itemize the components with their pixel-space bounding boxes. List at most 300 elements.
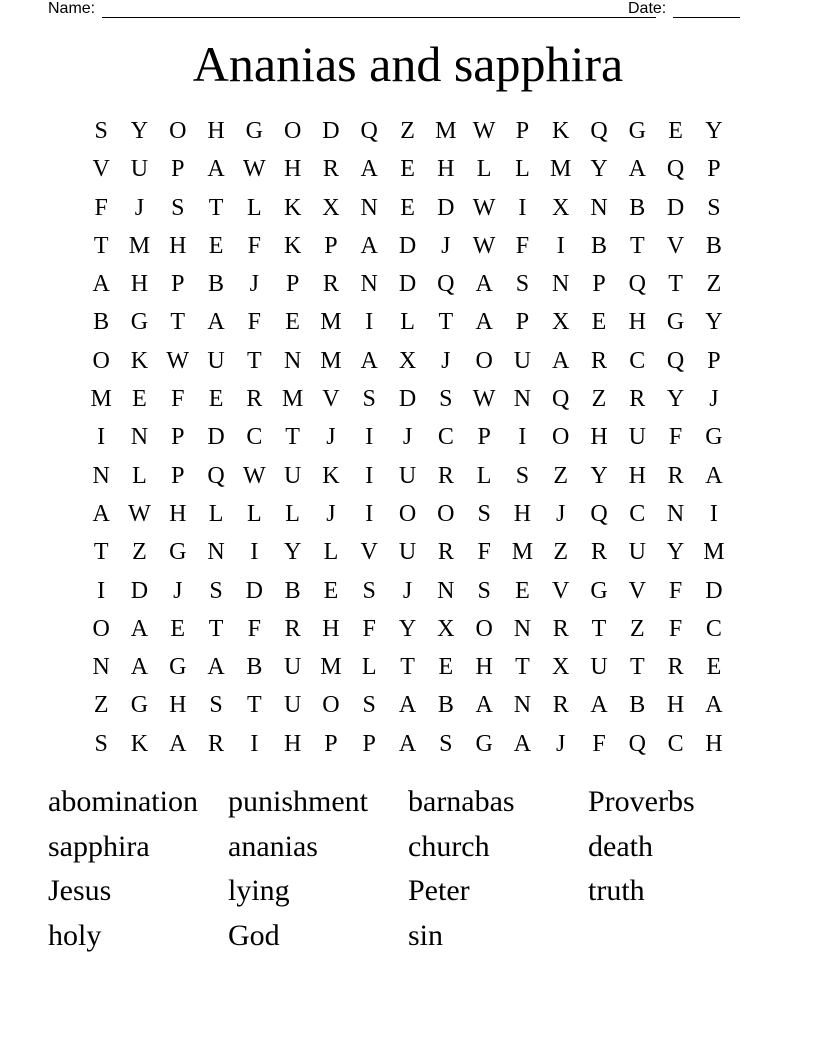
grid-letter[interactable]: R — [322, 271, 339, 298]
date-field[interactable] — [673, 17, 740, 18]
grid-letter[interactable]: O — [322, 692, 340, 719]
grid-letter[interactable]: C — [629, 347, 646, 374]
grid-letter[interactable]: Z — [400, 118, 415, 144]
grid-letter[interactable]: I — [250, 730, 259, 757]
grid-letter[interactable]: T — [400, 654, 415, 681]
grid-letter[interactable]: W — [472, 386, 496, 413]
grid-letter[interactable]: B — [591, 232, 608, 259]
grid-letter[interactable]: P — [324, 730, 338, 757]
word-bank-item: Jesus — [48, 874, 112, 907]
grid-letter[interactable]: V — [552, 577, 570, 604]
grid-letter[interactable]: P — [285, 271, 300, 298]
grid-letter[interactable]: R — [322, 156, 339, 183]
grid-letter[interactable]: X — [437, 615, 455, 642]
grid-letter[interactable]: N — [590, 194, 608, 221]
grid-letter[interactable]: T — [515, 654, 530, 681]
grid-letter[interactable]: Q — [628, 730, 646, 757]
grid-letter[interactable]: G — [169, 654, 187, 681]
grid-letter[interactable]: Z — [93, 692, 109, 719]
grid-letter[interactable]: L — [476, 462, 492, 489]
grid-letter[interactable]: F — [247, 615, 262, 642]
grid-letter[interactable]: A — [398, 692, 417, 719]
grid-letter[interactable]: L — [208, 500, 224, 527]
grid-letter[interactable]: L — [476, 156, 492, 183]
grid-letter[interactable]: E — [208, 232, 224, 259]
grid-letter[interactable]: M — [435, 118, 457, 144]
grid-letter[interactable]: E — [400, 156, 415, 183]
grid-letter[interactable]: G — [245, 118, 263, 144]
grid-letter[interactable]: D — [398, 232, 417, 259]
grid-letter[interactable]: R — [284, 615, 301, 642]
grid-letter[interactable]: Z — [706, 271, 722, 298]
name-field[interactable] — [102, 17, 656, 18]
grid-letter[interactable]: G — [130, 309, 149, 336]
grid-letter[interactable]: S — [362, 386, 376, 413]
grid-letter[interactable]: P — [362, 730, 376, 757]
grid-letter[interactable]: S — [707, 194, 721, 221]
grid-letter[interactable]: Q — [628, 271, 646, 298]
grid-letter[interactable]: F — [668, 424, 683, 451]
grid-letter[interactable]: V — [360, 539, 378, 566]
grid-letter[interactable]: M — [550, 156, 572, 183]
grid-letter[interactable]: Y — [283, 539, 302, 566]
grid-letter[interactable]: N — [666, 500, 685, 527]
grid-letter[interactable]: X — [322, 194, 340, 221]
grid-letter[interactable]: M — [320, 347, 342, 374]
grid-letter[interactable]: F — [515, 232, 530, 259]
grid-letter[interactable]: H — [628, 462, 646, 489]
grid-letter[interactable]: J — [173, 577, 183, 604]
grid-letter[interactable]: P — [171, 462, 185, 489]
grid-letter[interactable]: K — [283, 194, 302, 221]
grid-letter[interactable]: S — [477, 577, 491, 604]
grid-letter[interactable]: N — [552, 271, 570, 298]
grid-letter[interactable]: K — [322, 462, 340, 489]
grid-letter[interactable]: M — [511, 539, 534, 566]
grid-letter[interactable]: U — [398, 539, 417, 566]
grid-letter[interactable]: W — [472, 118, 496, 144]
grid-letter[interactable]: T — [208, 194, 224, 221]
grid-letter[interactable]: S — [94, 730, 108, 757]
grid-letter[interactable]: H — [475, 654, 493, 681]
grid-letter[interactable]: S — [362, 692, 376, 719]
grid-letter[interactable]: W — [128, 500, 151, 527]
grid-letter[interactable]: F — [247, 309, 262, 336]
grid-letter[interactable]: H — [130, 271, 149, 298]
grid-letter[interactable]: U — [628, 539, 646, 566]
grid-letter[interactable]: D — [245, 577, 263, 604]
grid-letter[interactable]: S — [209, 692, 223, 719]
grid-letter[interactable]: F — [668, 615, 683, 642]
grid-letter[interactable]: L — [247, 500, 262, 527]
grid-letter[interactable]: A — [398, 730, 417, 757]
date-label: Date: — [628, 0, 667, 17]
grid-letter[interactable]: S — [94, 118, 108, 144]
grid-letter[interactable]: H — [283, 730, 302, 757]
grid-letter[interactable]: J — [441, 232, 451, 259]
grid-letter[interactable]: J — [249, 271, 259, 298]
grid-letter[interactable]: A — [475, 309, 493, 336]
grid-letter[interactable]: J — [134, 194, 145, 221]
grid-letter[interactable]: V — [322, 386, 340, 413]
grid-letter[interactable]: W — [472, 232, 496, 259]
grid-letter[interactable]: D — [398, 386, 417, 413]
grid-letter[interactable]: Y — [398, 615, 417, 642]
grid-letter[interactable]: X — [552, 309, 570, 336]
grid-letter[interactable]: A — [628, 156, 646, 183]
grid-letter[interactable]: B — [629, 692, 646, 719]
grid-letter[interactable]: U — [398, 462, 417, 489]
grid-letter[interactable]: C — [437, 424, 454, 451]
grid-letter[interactable]: A — [705, 692, 723, 719]
grid-letter[interactable]: S — [439, 730, 453, 757]
grid-letter[interactable]: D — [322, 118, 340, 144]
grid-letter[interactable]: T — [629, 654, 645, 681]
grid-letter[interactable]: T — [591, 615, 607, 642]
grid-letter[interactable]: K — [130, 730, 149, 757]
grid-letter[interactable]: A — [207, 654, 225, 681]
grid-letter[interactable]: Q — [437, 271, 455, 298]
grid-letter[interactable]: Z — [591, 386, 607, 413]
grid-letter[interactable]: Q — [360, 118, 378, 144]
grid-letter[interactable]: A — [92, 500, 110, 527]
grid-letter[interactable]: T — [208, 615, 224, 642]
grid-letter[interactable]: U — [283, 692, 302, 719]
grid-letter[interactable]: J — [556, 500, 566, 527]
grid-letter[interactable]: C — [629, 500, 646, 527]
grid-letter[interactable]: A — [590, 692, 608, 719]
grid-letter[interactable]: H — [628, 309, 646, 336]
grid-letter[interactable]: U — [283, 462, 302, 489]
grid-letter[interactable]: P — [171, 424, 185, 451]
grid-letter[interactable]: F — [247, 232, 262, 259]
grid-letter[interactable]: W — [243, 156, 266, 183]
grid-letter[interactable]: M — [128, 232, 151, 259]
grid-letter[interactable]: K — [130, 347, 149, 374]
grid-letter[interactable]: Y — [705, 118, 723, 144]
grid-letter[interactable]: Y — [590, 462, 608, 489]
grid-letter[interactable]: M — [320, 309, 342, 336]
grid-letter[interactable]: S — [171, 194, 185, 221]
grid-letter[interactable]: H — [169, 500, 187, 527]
grid-letter[interactable]: O — [475, 347, 493, 374]
grid-letter[interactable]: M — [703, 539, 725, 566]
grid-letter[interactable]: L — [400, 309, 415, 336]
grid-letter[interactable]: A — [360, 156, 378, 183]
grid-letter[interactable]: J — [326, 424, 336, 451]
grid-letter[interactable]: X — [552, 194, 570, 221]
grid-letter[interactable]: R — [629, 386, 646, 413]
grid-letter[interactable]: C — [667, 730, 684, 757]
grid-letter[interactable]: A — [552, 347, 570, 374]
grid-letter[interactable]: U — [283, 654, 302, 681]
grid-letter[interactable]: R — [552, 692, 569, 719]
grid-letter[interactable]: A — [92, 271, 110, 298]
grid-letter[interactable]: Y — [590, 156, 608, 183]
grid-letter[interactable]: O — [92, 347, 110, 374]
grid-letter[interactable]: X — [552, 654, 570, 681]
word-bank-item: punishment — [228, 785, 368, 818]
grid-letter[interactable]: J — [402, 577, 413, 604]
grid-letter[interactable]: H — [705, 730, 723, 757]
grid-letter[interactable]: R — [552, 615, 569, 642]
grid-letter[interactable]: N — [130, 424, 149, 451]
grid-letter[interactable]: X — [398, 347, 417, 374]
grid-letter[interactable]: I — [365, 462, 374, 489]
grid-letter[interactable]: E — [438, 654, 454, 681]
grid-letter[interactable]: B — [284, 577, 301, 604]
word-bank-item: sapphira — [48, 829, 150, 863]
grid-letter[interactable]: S — [209, 577, 223, 604]
grid-letter[interactable]: H — [513, 500, 532, 527]
grid-letter[interactable]: R — [667, 654, 684, 681]
grid-letter[interactable]: H — [322, 615, 340, 642]
grid-letter[interactable]: I — [365, 500, 374, 527]
grid-letter[interactable]: W — [472, 194, 496, 221]
grid-letter[interactable]: A — [207, 156, 225, 183]
word-bank-item: Proverbs — [588, 785, 695, 818]
grid-letter[interactable]: D — [398, 271, 417, 298]
grid-letter[interactable]: Q — [207, 462, 225, 489]
grid-letter[interactable]: J — [441, 347, 451, 374]
grid-letter[interactable]: I — [518, 194, 527, 221]
grid-letter[interactable]: S — [515, 462, 530, 489]
grid-letter[interactable]: A — [513, 730, 532, 757]
grid-letter[interactable]: Y — [666, 539, 685, 566]
grid-letter[interactable]: O — [437, 500, 455, 527]
grid-letter[interactable]: S — [439, 386, 453, 413]
grid-letter[interactable]: H — [169, 232, 187, 259]
grid-letter[interactable]: O — [475, 615, 493, 642]
grid-letter[interactable]: S — [362, 577, 376, 604]
grid-letter[interactable]: T — [438, 309, 454, 336]
grid-letter[interactable]: G — [130, 692, 149, 719]
grid-letter[interactable]: D — [130, 577, 149, 604]
grid-letter[interactable]: R — [437, 539, 454, 566]
grid-letter[interactable]: P — [515, 118, 530, 144]
grid-letter[interactable]: I — [365, 309, 374, 336]
grid-letter[interactable]: T — [170, 309, 186, 336]
grid-letter[interactable]: E — [706, 654, 722, 681]
grid-letter[interactable]: J — [402, 424, 413, 451]
grid-letter[interactable]: L — [361, 654, 377, 681]
grid-letter[interactable]: E — [170, 615, 186, 642]
grid-letter[interactable]: Y — [705, 309, 723, 336]
grid-letter[interactable]: U — [207, 347, 225, 374]
grid-letter[interactable]: T — [93, 232, 109, 259]
grid-letter[interactable]: G — [590, 577, 608, 604]
grid-letter[interactable]: I — [518, 424, 527, 451]
grid-letter[interactable]: Q — [590, 118, 608, 144]
grid-letter[interactable]: C — [246, 424, 263, 451]
grid-letter[interactable]: L — [132, 462, 147, 489]
grid-letter[interactable]: S — [477, 500, 491, 527]
grid-letter[interactable]: F — [362, 615, 376, 642]
grid-letter[interactable]: R — [667, 462, 684, 489]
grid-letter[interactable]: A — [130, 615, 149, 642]
grid-letter[interactable]: F — [94, 194, 108, 221]
grid-letter[interactable]: A — [475, 271, 493, 298]
grid-letter[interactable]: E — [400, 194, 415, 221]
word-bank-item: lying — [228, 874, 290, 907]
grid-letter[interactable]: A — [130, 654, 149, 681]
grid-letter[interactable]: P — [592, 271, 606, 298]
grid-letter[interactable]: M — [281, 386, 304, 413]
grid-letter[interactable]: G — [475, 730, 493, 757]
grid-letter[interactable]: L — [515, 156, 530, 183]
grid-letter[interactable]: P — [707, 156, 721, 183]
grid-letter[interactable]: R — [591, 539, 608, 566]
grid-letter[interactable]: L — [323, 539, 339, 566]
grid-letter[interactable]: Q — [590, 500, 608, 527]
grid-letter[interactable]: I — [97, 424, 106, 451]
grid-letter[interactable]: B — [705, 232, 722, 259]
grid-letter[interactable]: T — [93, 539, 109, 566]
grid-letter[interactable]: G — [705, 424, 723, 451]
word-bank-item: death — [588, 829, 653, 863]
grid-letter[interactable]: N — [513, 615, 532, 642]
grid-letter[interactable]: N — [360, 271, 378, 298]
grid-letter[interactable]: Z — [629, 615, 645, 642]
grid-letter[interactable]: R — [591, 347, 608, 374]
grid-letter[interactable]: G — [666, 309, 685, 336]
grid-letter[interactable]: E — [285, 309, 300, 336]
grid-letter[interactable]: L — [285, 500, 300, 527]
grid-letter[interactable]: E — [668, 118, 683, 144]
grid-letter[interactable]: P — [324, 232, 338, 259]
grid-letter[interactable]: N — [360, 194, 378, 221]
grid-letter[interactable]: P — [477, 424, 491, 451]
grid-letter[interactable]: D — [437, 194, 455, 221]
grid-letter[interactable]: Q — [552, 386, 570, 413]
grid-letter[interactable]: K — [552, 118, 570, 144]
grid-letter[interactable]: I — [97, 577, 106, 604]
grid-letter[interactable]: T — [629, 232, 645, 259]
grid-letter[interactable]: E — [208, 386, 224, 413]
grid-letter[interactable]: D — [207, 424, 225, 451]
grid-letter[interactable]: B — [246, 654, 263, 681]
grid-letter[interactable]: J — [709, 386, 719, 413]
grid-letter[interactable]: O — [92, 615, 110, 642]
grid-letter[interactable]: Z — [553, 462, 569, 489]
grid-letter[interactable]: N — [513, 692, 532, 719]
grid-letter[interactable]: O — [552, 424, 570, 451]
grid-letter[interactable]: A — [475, 692, 493, 719]
grid-letter[interactable]: N — [513, 386, 532, 413]
grid-letter[interactable]: N — [92, 654, 110, 681]
grid-letter[interactable]: H — [207, 118, 225, 144]
grid-letter[interactable]: N — [283, 347, 302, 374]
grid-letter[interactable]: J — [326, 500, 336, 527]
grid-letter[interactable]: M — [320, 654, 342, 681]
grid-letter[interactable]: L — [247, 194, 262, 221]
grid-letter[interactable]: A — [207, 309, 225, 336]
grid-letter[interactable]: I — [365, 424, 374, 451]
grid-letter[interactable]: U — [130, 156, 149, 183]
grid-letter[interactable]: E — [323, 577, 339, 604]
grid-letter[interactable]: R — [208, 730, 225, 757]
grid-letter[interactable]: N — [437, 577, 455, 604]
grid-letter[interactable]: S — [515, 271, 530, 298]
grid-letter[interactable]: E — [515, 577, 530, 604]
grid-letter[interactable]: A — [705, 462, 723, 489]
grid-letter[interactable]: U — [590, 654, 608, 681]
grid-letter[interactable]: G — [169, 539, 187, 566]
grid-letter[interactable]: J — [556, 730, 566, 757]
grid-letter[interactable]: W — [243, 462, 266, 489]
grid-letter[interactable]: N — [207, 539, 225, 566]
grid-letter[interactable]: P — [515, 309, 530, 336]
grid-letter[interactable]: T — [247, 347, 262, 374]
grid-letter[interactable]: T — [668, 271, 683, 298]
grid-letter[interactable]: N — [92, 462, 110, 489]
grid-letter[interactable]: Y — [130, 118, 149, 144]
grid-letter[interactable]: C — [705, 615, 722, 642]
grid-letter[interactable]: O — [398, 500, 417, 527]
grid-letter[interactable]: I — [250, 539, 259, 566]
grid-letter[interactable]: A — [360, 347, 378, 374]
grid-letter[interactable]: I — [556, 232, 565, 259]
grid-letter[interactable]: Z — [553, 539, 569, 566]
grid-letter[interactable]: W — [166, 347, 190, 374]
grid-letter[interactable]: U — [628, 424, 646, 451]
grid-letter[interactable]: A — [360, 232, 378, 259]
grid-letter[interactable]: U — [513, 347, 532, 374]
word-bank-item: sin — [408, 918, 444, 952]
grid-letter[interactable]: I — [709, 500, 718, 527]
grid-letter[interactable]: F — [668, 577, 683, 604]
grid-letter[interactable]: O — [283, 118, 302, 144]
grid-letter[interactable]: R — [246, 386, 263, 413]
grid-letter[interactable]: B — [93, 309, 110, 336]
grid-letter[interactable]: K — [283, 232, 302, 259]
grid-letter[interactable]: P — [171, 156, 185, 183]
grid-letter[interactable]: V — [92, 156, 110, 183]
grid-letter[interactable]: O — [169, 118, 187, 144]
grid-letter[interactable]: H — [169, 692, 187, 719]
grid-letter[interactable]: F — [592, 730, 606, 757]
grid-letter[interactable]: B — [629, 194, 646, 221]
grid-letter[interactable]: B — [437, 692, 454, 719]
grid-letter[interactable]: E — [132, 386, 147, 413]
grid-letter[interactable]: H — [283, 156, 302, 183]
grid-letter[interactable]: T — [285, 424, 300, 451]
grid-letter[interactable]: H — [666, 692, 685, 719]
grid-letter[interactable]: E — [591, 309, 607, 336]
grid-letter[interactable]: Z — [132, 539, 147, 566]
grid-letter[interactable]: M — [90, 386, 112, 413]
grid-letter[interactable]: R — [437, 462, 454, 489]
grid-letter[interactable]: V — [628, 577, 646, 604]
grid-letter[interactable]: F — [477, 539, 491, 566]
grid-letter[interactable]: H — [437, 156, 455, 183]
grid-letter[interactable]: Y — [666, 386, 685, 413]
grid-letter[interactable]: Q — [666, 347, 685, 374]
grid-letter[interactable]: D — [705, 577, 723, 604]
grid-letter[interactable]: G — [628, 118, 646, 144]
grid-letter[interactable]: H — [590, 424, 608, 451]
grid-letter[interactable]: F — [171, 386, 185, 413]
grid-letter[interactable]: Q — [666, 156, 685, 183]
grid-letter[interactable]: P — [171, 271, 185, 298]
grid-letter[interactable]: P — [707, 347, 721, 374]
grid-letter[interactable]: T — [247, 692, 262, 719]
word-bank-item: holy — [48, 918, 102, 952]
grid-letter[interactable]: V — [666, 232, 685, 259]
grid-letter[interactable]: D — [666, 194, 685, 221]
grid-letter[interactable]: B — [208, 271, 225, 298]
grid-letter[interactable]: A — [169, 730, 187, 757]
